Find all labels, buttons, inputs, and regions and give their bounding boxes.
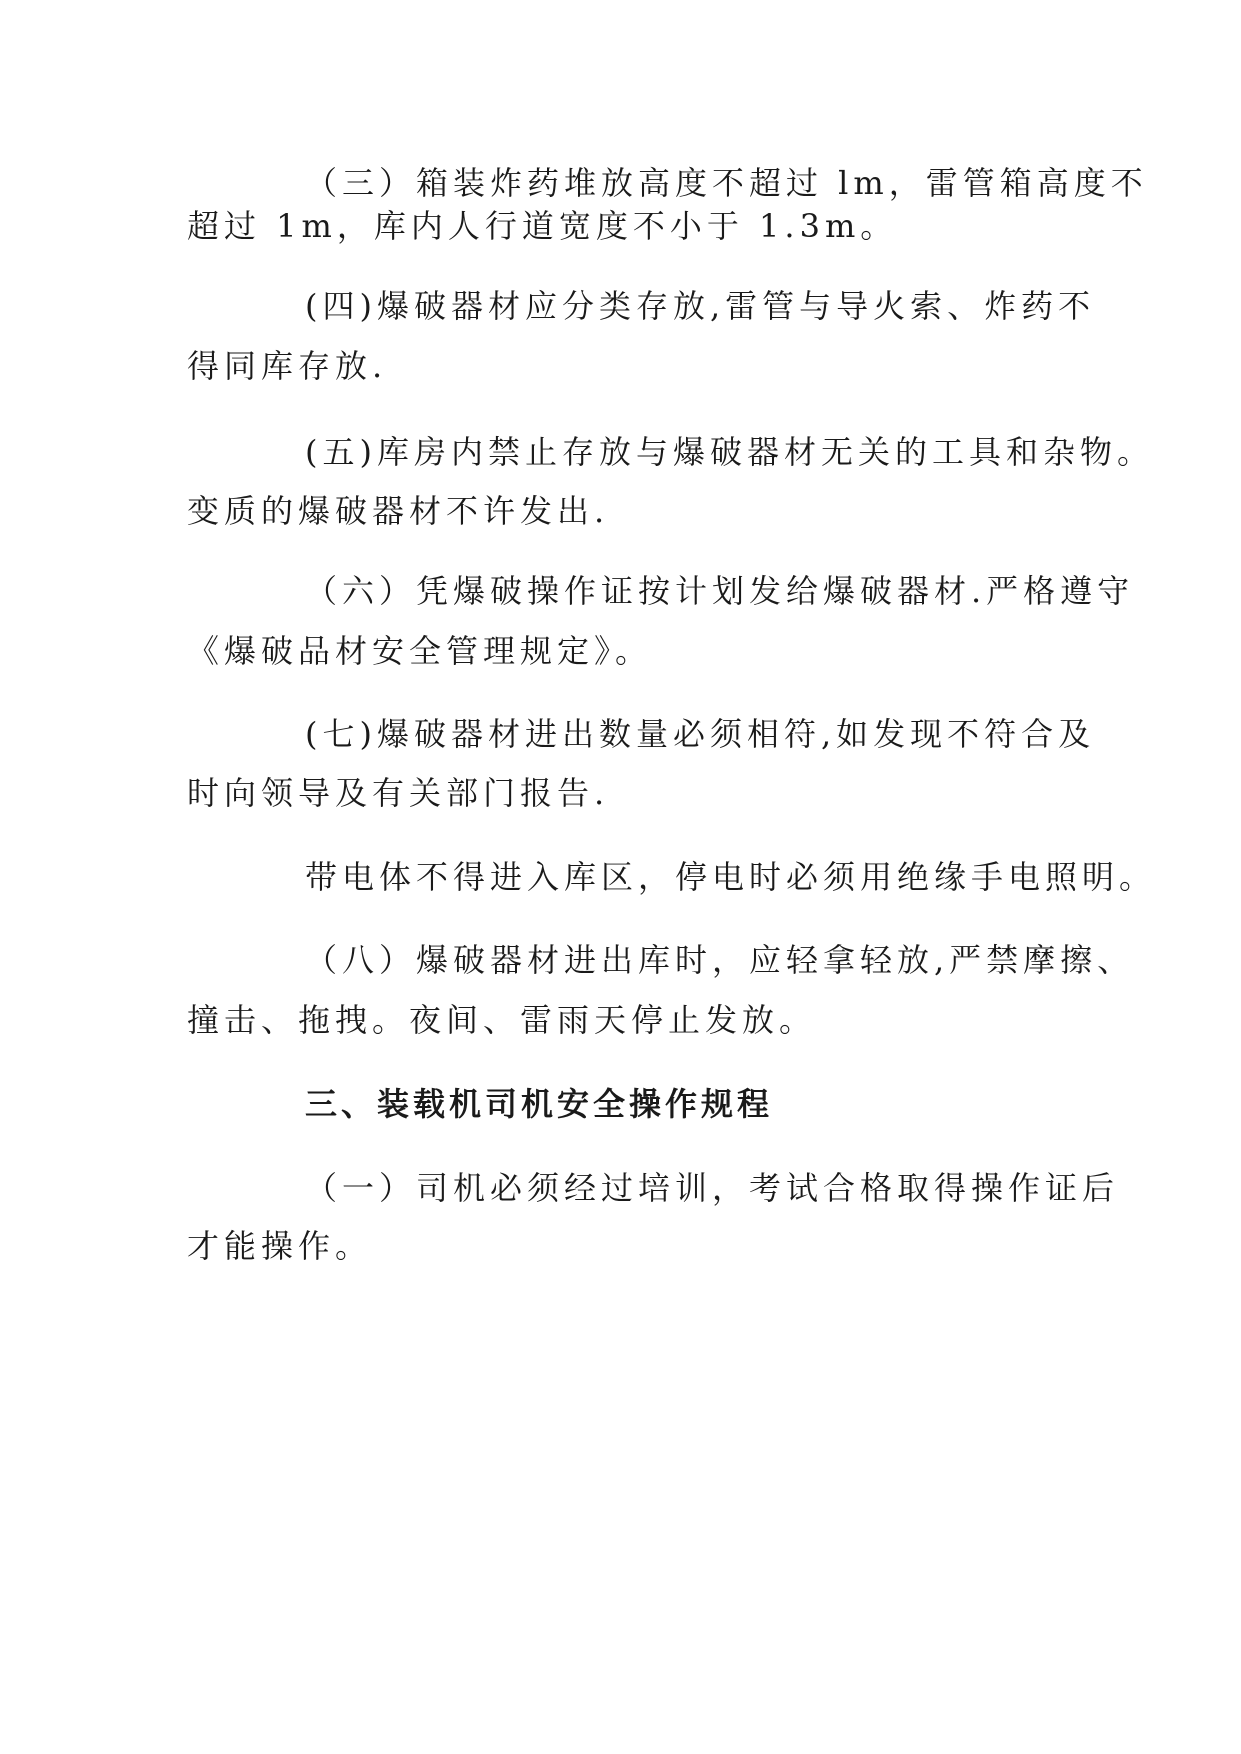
paragraph-power-line-1: 带电体不得进入库区，停电时必须用绝缘手电照明。 xyxy=(305,858,1157,896)
paragraph-4-line-2: 得同库存放. xyxy=(187,347,388,385)
paragraph-8-line-2: 撞击、拖拽。夜间、雷雨天停止发放。 xyxy=(187,1001,817,1039)
paragraph-5-line-2: 变质的爆破器材不许发出. xyxy=(187,492,610,530)
paragraph-6-line-2: 《爆破品材安全管理规定》。 xyxy=(187,632,653,670)
section-paragraph-1-line-2: 才能操作。 xyxy=(187,1227,373,1265)
paragraph-8-line-1: （八）爆破器材进出库时，应轻拿轻放,严禁摩擦、 xyxy=(305,941,1135,979)
paragraph-3-line-1: （三）箱装炸药堆放高度不超过 lm，雷管箱高度不 xyxy=(305,164,1148,202)
paragraph-3-line-2: 超过 1m，库内人行道宽度不小于 1.3m。 xyxy=(187,207,898,245)
paragraph-4-line-1: (四)爆破器材应分类存放,雷管与导火索、炸药不 xyxy=(305,287,1096,325)
section-paragraph-1-line-1: （一）司机必须经过培训，考试合格取得操作证后 xyxy=(305,1169,1120,1207)
paragraph-7-line-2: 时向领导及有关部门报告. xyxy=(187,774,610,812)
paragraph-7-line-1: (七)爆破器材进出数量必须相符,如发现不符合及 xyxy=(305,715,1096,753)
paragraph-5-line-1: (五)库房内禁止存放与爆破器材无关的工具和杂物。 xyxy=(305,433,1154,471)
section-heading: 三、装载机司机安全操作规程 xyxy=(305,1085,774,1123)
paragraph-6-line-1: （六）凭爆破操作证按计划发给爆破器材.严格遵守 xyxy=(305,572,1135,610)
